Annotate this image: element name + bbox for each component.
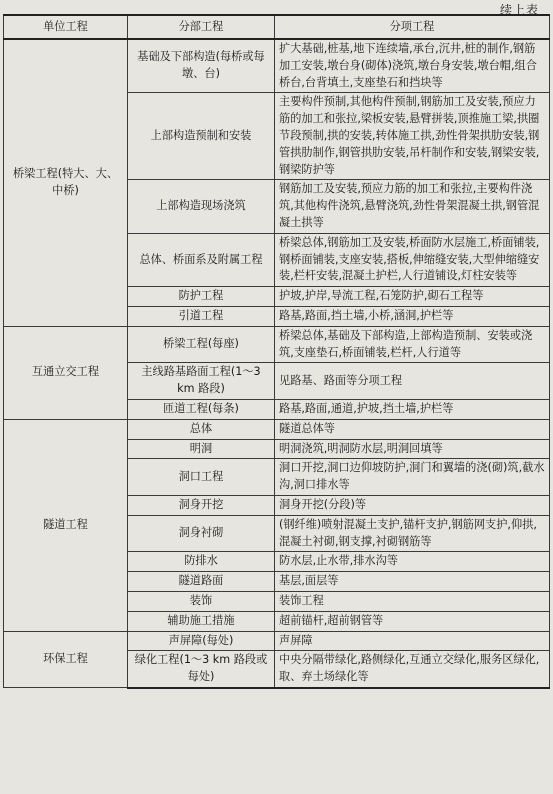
table-row (4, 419, 550, 439)
unit-cell: 环保工程 (4, 631, 128, 688)
items-cell: 桥梁总体,基础及下部构造,上部构造预制、安装或浇筑,支座垫石,桥面铺装,栏杆,人行道等 (275, 326, 550, 363)
items-cell: 护坡,护岸,导流工程,石笼防护,砌石工程等 (275, 287, 550, 307)
items-cell: 防水层,止水带,排水沟等 (275, 552, 550, 572)
header-items: 分项工程 (275, 15, 550, 39)
section-cell: 基础及下部构造(每桥或每墩、台) (128, 39, 275, 93)
section-cell: 装饰 (128, 591, 275, 611)
section-cell: 总体 (128, 419, 275, 439)
section-cell: 明洞 (128, 439, 275, 459)
items-cell: 明洞浇筑,明洞防水层,明洞回填等 (275, 439, 550, 459)
items-cell: 钢筋加工及安装,预应力筋的加工和张拉,主要构件浇筑,其他构件浇筑,悬臂浇筑,劲性骨架混凝土拱,钢管混凝土拱等 (275, 180, 550, 233)
section-cell: 隧道路面 (128, 572, 275, 592)
table-row (4, 631, 550, 651)
items-cell: 基层,面层等 (275, 572, 550, 592)
items-cell: 路基,路面,通道,护坡,挡土墙,护栏等 (275, 399, 550, 419)
section-cell: 辅助施工措施 (128, 611, 275, 631)
items-cell: 见路基、路面等分项工程 (275, 363, 550, 400)
section-cell: 上部构造预制和安装 (128, 93, 275, 180)
items-cell: 装饰工程 (275, 591, 550, 611)
items-cell: 中央分隔带绿化,路侧绿化,互通立交绿化,服务区绿化,取、弃土场绿化等 (275, 651, 550, 688)
table-row (4, 326, 550, 363)
section-cell: 总体、桥面系及附属工程 (128, 233, 275, 286)
section-cell: 匝道工程(每条) (128, 399, 275, 419)
items-cell: 扩大基础,桩基,地下连续墙,承台,沉井,桩的制作,钢筋加工安装,墩台身(砌体)浇筑,墩台身安装,墩台帽,组合桥台,台背填土,支座垫石和挡块等 (275, 39, 550, 93)
items-cell: 洞口开挖,洞口边仰坡防护,洞门和翼墙的浇(砌)筑,截水沟,洞口排水等 (275, 459, 550, 496)
items-cell: 声屏障 (275, 631, 550, 651)
items-cell: 隧道总体等 (275, 419, 550, 439)
unit-cell: 互通立交工程 (4, 326, 128, 419)
unit-cell: 桥梁工程(特大、大、中桥) (4, 39, 128, 326)
continued-label: 续上表 (499, 3, 539, 17)
section-cell: 桥梁工程(每座) (128, 326, 275, 363)
section-cell: 绿化工程(1～3 km 路段或每处) (128, 651, 275, 688)
section-cell: 洞口工程 (128, 459, 275, 496)
section-cell: 声屏障(每处) (128, 631, 275, 651)
header-unit: 单位工程 (4, 15, 128, 39)
table-row (4, 39, 550, 93)
items-cell: 桥梁总体,钢筋加工及安装,桥面防水层施工,桥面铺装,钢桥面铺装,支座安装,搭板,伸缩缝安装,大型伸缩缝安装,栏杆安装,混凝土护栏,人行道铺设,灯柱安装等 (275, 233, 550, 286)
section-cell: 上部构造现场浇筑 (128, 180, 275, 233)
header-section: 分部工程 (128, 15, 275, 39)
items-cell: 洞身开挖(分段)等 (275, 495, 550, 515)
section-cell: 主线路基路面工程(1～3 km 路段) (128, 363, 275, 400)
section-cell: 洞身衬砌 (128, 515, 275, 552)
project-division-table (3, 14, 550, 689)
section-cell: 洞身开挖 (128, 495, 275, 515)
items-cell: 主要构件预制,其他构件预制,钢筋加工及安装,预应力筋的加工和张拉,梁板安装,悬臂拼装,顶推施工梁,拱圈节段预制,拱的安装,转体施工拱,劲性骨架拱肋安装,钢管拱肋制作,钢管拱肋安装,吊杆制作和安装,钢梁安装,钢梁防护等 (275, 93, 550, 180)
items-cell: 超前锚杆,超前钢管等 (275, 611, 550, 631)
unit-cell: 隧道工程 (4, 419, 128, 631)
section-cell: 防排水 (128, 552, 275, 572)
section-cell: 引道工程 (128, 306, 275, 326)
items-cell: (钢纤维)喷射混凝土支护,锚杆支护,钢筋网支护,仰拱,混凝土衬砌,钢支撑,衬砌钢筋等 (275, 515, 550, 552)
items-cell: 路基,路面,挡土墙,小桥,涵洞,护栏等 (275, 306, 550, 326)
section-cell: 防护工程 (128, 287, 275, 307)
table-header-row (4, 15, 550, 39)
